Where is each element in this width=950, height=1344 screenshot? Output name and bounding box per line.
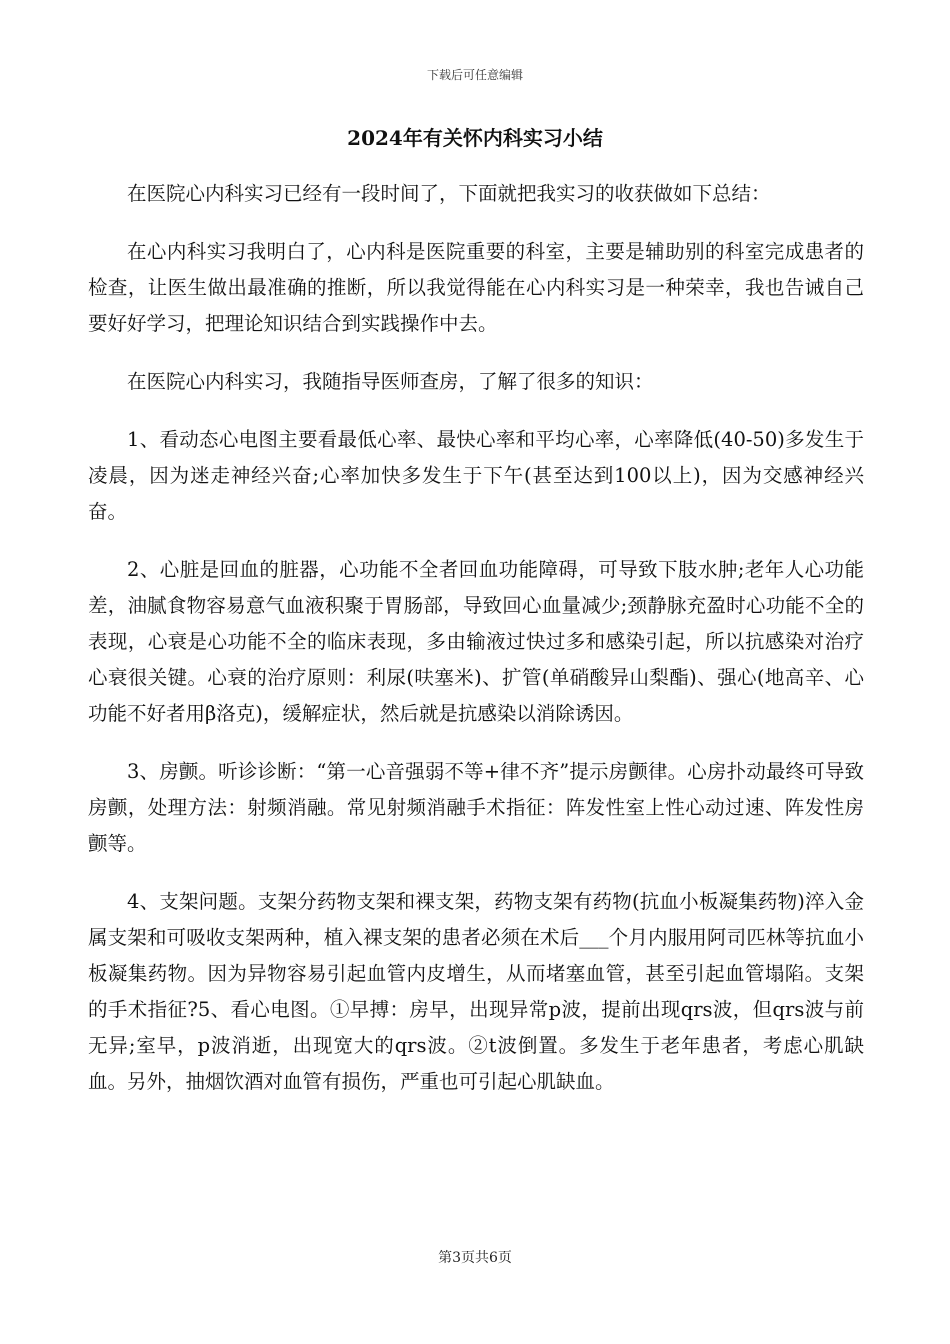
page-number: 第3页共6页 [438, 1250, 512, 1266]
page-header-note: 下载后可任意编辑 [426, 68, 523, 82]
paragraph-item-4: 4、支架问题。支架分药物支架和裸支架，药物支架有药物(抗血小板凝集药物)淬入金属支架和可吸收支架两种，植入裸支架的患者必须在术后___个月内服用阿司匹林等抗血小板凝集药物。因为异物容易引起血管内皮增生，从而堵塞血管，甚至引起血管塌陷。支架的手术指征?5、看心电图。①早搏：房早，出现异常p波，提前出现qrs波，但qrs波与前无异;室早，p波消逝，出现宽大的qrs波。②t波倒置。多发生于老年患者，考虑心肌缺血。另外，抽烟饮酒对血管有损伤，严重也可引起心肌缺血。 [88, 890, 864, 1093]
paragraph-item-2: 2、心脏是回血的脏器，心功能不全者回血功能障碍，可导致下肢水肿;老年人心功能差，油腻食物容易意气血液积聚于胃肠部，导致回心血量减少;颈静脉充盈时心功能不全的表现，心衰是心功能不全的临床表现，多由输液过快过多和感染引起，所以抗感染对治疗心衰很关键。心衰的治疗原则：利尿(呋塞米)、扩管(单硝酸异山梨酯)、强心(地高辛、心功能不好者用β洛克)，缓解症状，然后就是抗感染以消除诱因。 [88, 558, 864, 725]
paragraph-understanding: 在心内科实习我明白了，心内科是医院重要的科室，主要是辅助别的科室完成患者的检查，让医生做出最准确的推断，所以我觉得能在心内科实习是一种荣幸，我也告诫自己要好好学习，把理论知识结合到实践操作中去。 [88, 240, 864, 335]
document-body [88, 176, 864, 1122]
paragraph-intro: 在医院心内科实习已经有一段时间了，下面就把我实习的收获做如下总结： [127, 182, 771, 205]
document-title: 2024年有关怀内科实习小结 [347, 126, 603, 150]
paragraph-item-1: 1、看动态心电图主要看最低心率、最快心率和平均心率，心率降低(40-50)多发生于凌晨，因为迷走神经兴奋;心率加快多发生于下午(甚至达到100以上)，因为交感神经兴奋。 [88, 428, 864, 523]
paragraph-rounds: 在医院心内科实习，我随指导医师查房，了解了很多的知识： [127, 370, 654, 393]
paragraph-item-3: 3、房颤。听诊诊断：“第一心音强弱不等+律不齐”提示房颤律。心房扑动最终可导致房颤，处理方法：射频消融。常见射频消融手术指征：阵发性室上性心动过速、阵发性房颤等。 [88, 760, 864, 855]
